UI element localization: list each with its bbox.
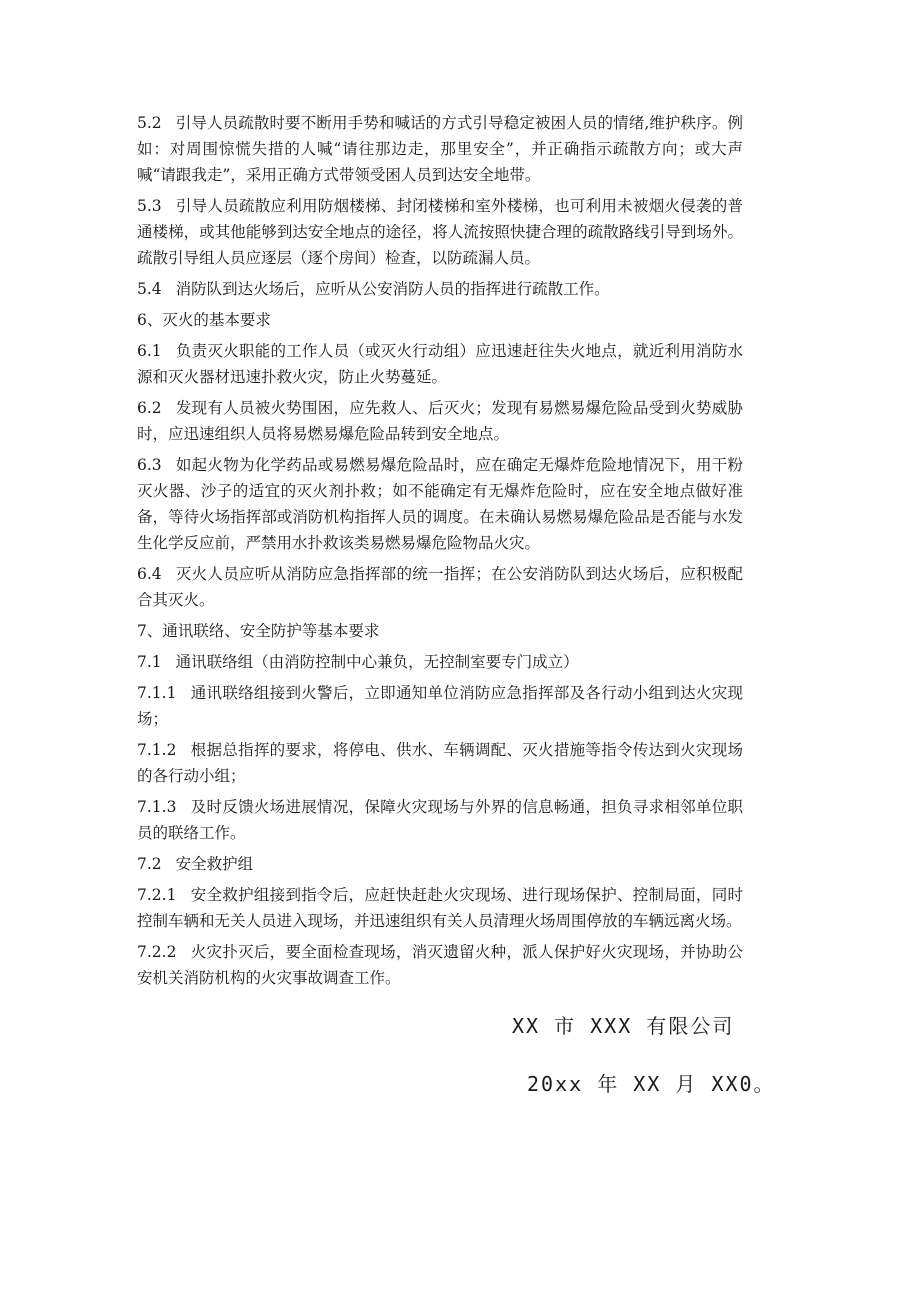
- section-number: 7.1.2: [137, 741, 177, 759]
- section-paragraph: [137, 338, 743, 390]
- paragraph-text: 发现有人员被火势围困，应先救人、后灭火；发现有易燃易爆危险品受到火势威胁时，应迅速组织人员将易燃易爆危险品转到安全地点。: [137, 399, 743, 443]
- signature-date: 20xx 年 XX 月 XX0。: [527, 1072, 776, 1096]
- section-paragraph: [137, 680, 743, 732]
- paragraph-text: 灭火人员应听从消防应急指挥部的统一指挥；在公安消防队到达火场后，应积极配合其灭火。: [137, 565, 743, 609]
- section-paragraph: [137, 452, 743, 556]
- section-paragraph: [137, 939, 743, 991]
- section-number: 6.3: [137, 456, 162, 474]
- paragraph-text: 火灾扑灭后，要全面检查现场，消灭遗留火种，派人保护好火灾现场，并协助公安机关消防机构的火灾事故调查工作。: [137, 943, 743, 987]
- section-paragraph: [137, 794, 743, 846]
- paragraph-text: 消防队到达火场后，应听从公安消防人员的指挥进行疏散工作。: [175, 280, 610, 298]
- paragraph-text: 如起火物为化学药品或易燃易爆危险品时，应在确定无爆炸危险地情况下，用干粉灭火器、沙子的适宜的灭火剂扑救；如不能确定有无爆炸危险时，应在安全地点做好准备，等待火场指挥部或消防机构指挥人员的调度。在未确认易燃易爆危险品是否能与水发生化学反应前，严禁用水扑救该类易燃易爆危险物品火灾。: [137, 456, 743, 552]
- section-number: 6.1: [137, 342, 162, 360]
- signature-company: XX 市 XXX 有限公司: [512, 1014, 735, 1038]
- paragraph-text: 6、灭火的基本要求: [137, 311, 271, 329]
- paragraph-text: 引导人员疏散应利用防烟楼梯、封闭楼梯和室外楼梯，也可利用未被烟火侵袭的普通楼梯，或其他能够到达安全地点的途径，将人流按照快捷合理的疏散路线引导到场外。疏散引导组人员应逐层（逐个房间）检查，以防疏漏人员。: [137, 197, 743, 267]
- section-paragraph: [137, 851, 743, 877]
- section-number: 7.1.3: [137, 798, 177, 816]
- paragraph-text: 7、通讯联络、安全防护等基本要求: [137, 622, 380, 640]
- section-paragraph: [137, 882, 743, 934]
- paragraph-text: 负责灭火职能的工作人员（或灭火行动组）应迅速赶往失火地点，就近利用消防水源和灭火器材迅速扑救火灾，防止火势蔓延。: [137, 342, 743, 386]
- section-paragraph: [137, 561, 743, 613]
- section-number: 7.2.2: [137, 943, 177, 961]
- paragraph-text: 根据总指挥的要求，将停电、供水、车辆调配、灭火措施等指令传达到火灾现场的各行动小组；: [137, 741, 743, 785]
- paragraph-text: 安全救护组接到指令后，应赶快赶赴火灾现场、进行现场保护、控制局面，同时控制车辆和无关人员进入现场，并迅速组织有关人员清理火场周围停放的车辆远离火场。: [137, 886, 743, 930]
- section-heading: [137, 618, 743, 644]
- section-number: 5.2: [137, 114, 162, 132]
- section-number: 6.4: [137, 565, 162, 583]
- section-paragraph: [137, 649, 743, 675]
- paragraph-text: 通讯联络组接到火警后，立即通知单位消防应急指挥部及各行动小组到达火灾现场；: [137, 684, 743, 728]
- section-number: 6.2: [137, 399, 162, 417]
- paragraph-text: 引导人员疏散时要不断用手势和喊话的方式引导稳定被困人员的情绪,维护秩序。例如：对周围惊慌失措的人喊“请往那边走，那里安全”，并正确指示疏散方向；或大声喊“请跟我走”，采用正确方式带领受困人员到达安全地带。: [137, 114, 743, 184]
- section-paragraph: [137, 110, 743, 188]
- section-paragraph: [137, 193, 743, 271]
- section-paragraph: [137, 276, 743, 302]
- document-body: [137, 110, 743, 996]
- section-paragraph: [137, 737, 743, 789]
- section-number: 7.1: [137, 653, 162, 671]
- section-number: 5.3: [137, 197, 162, 215]
- section-heading: [137, 307, 743, 333]
- section-number: 7.1.1: [137, 684, 177, 702]
- section-paragraph: [137, 395, 743, 447]
- section-number: 5.4: [137, 280, 162, 298]
- section-number: 7.2: [137, 855, 162, 873]
- paragraph-text: 安全救护组: [175, 855, 254, 873]
- paragraph-text: 及时反馈火场进展情况，保障火灾现场与外界的信息畅通，担负寻求相邻单位职员的联络工作。: [137, 798, 743, 842]
- section-number: 7.2.1: [137, 886, 177, 904]
- paragraph-text: 通讯联络组（由消防控制中心兼负，无控制室要专门成立）: [175, 653, 579, 671]
